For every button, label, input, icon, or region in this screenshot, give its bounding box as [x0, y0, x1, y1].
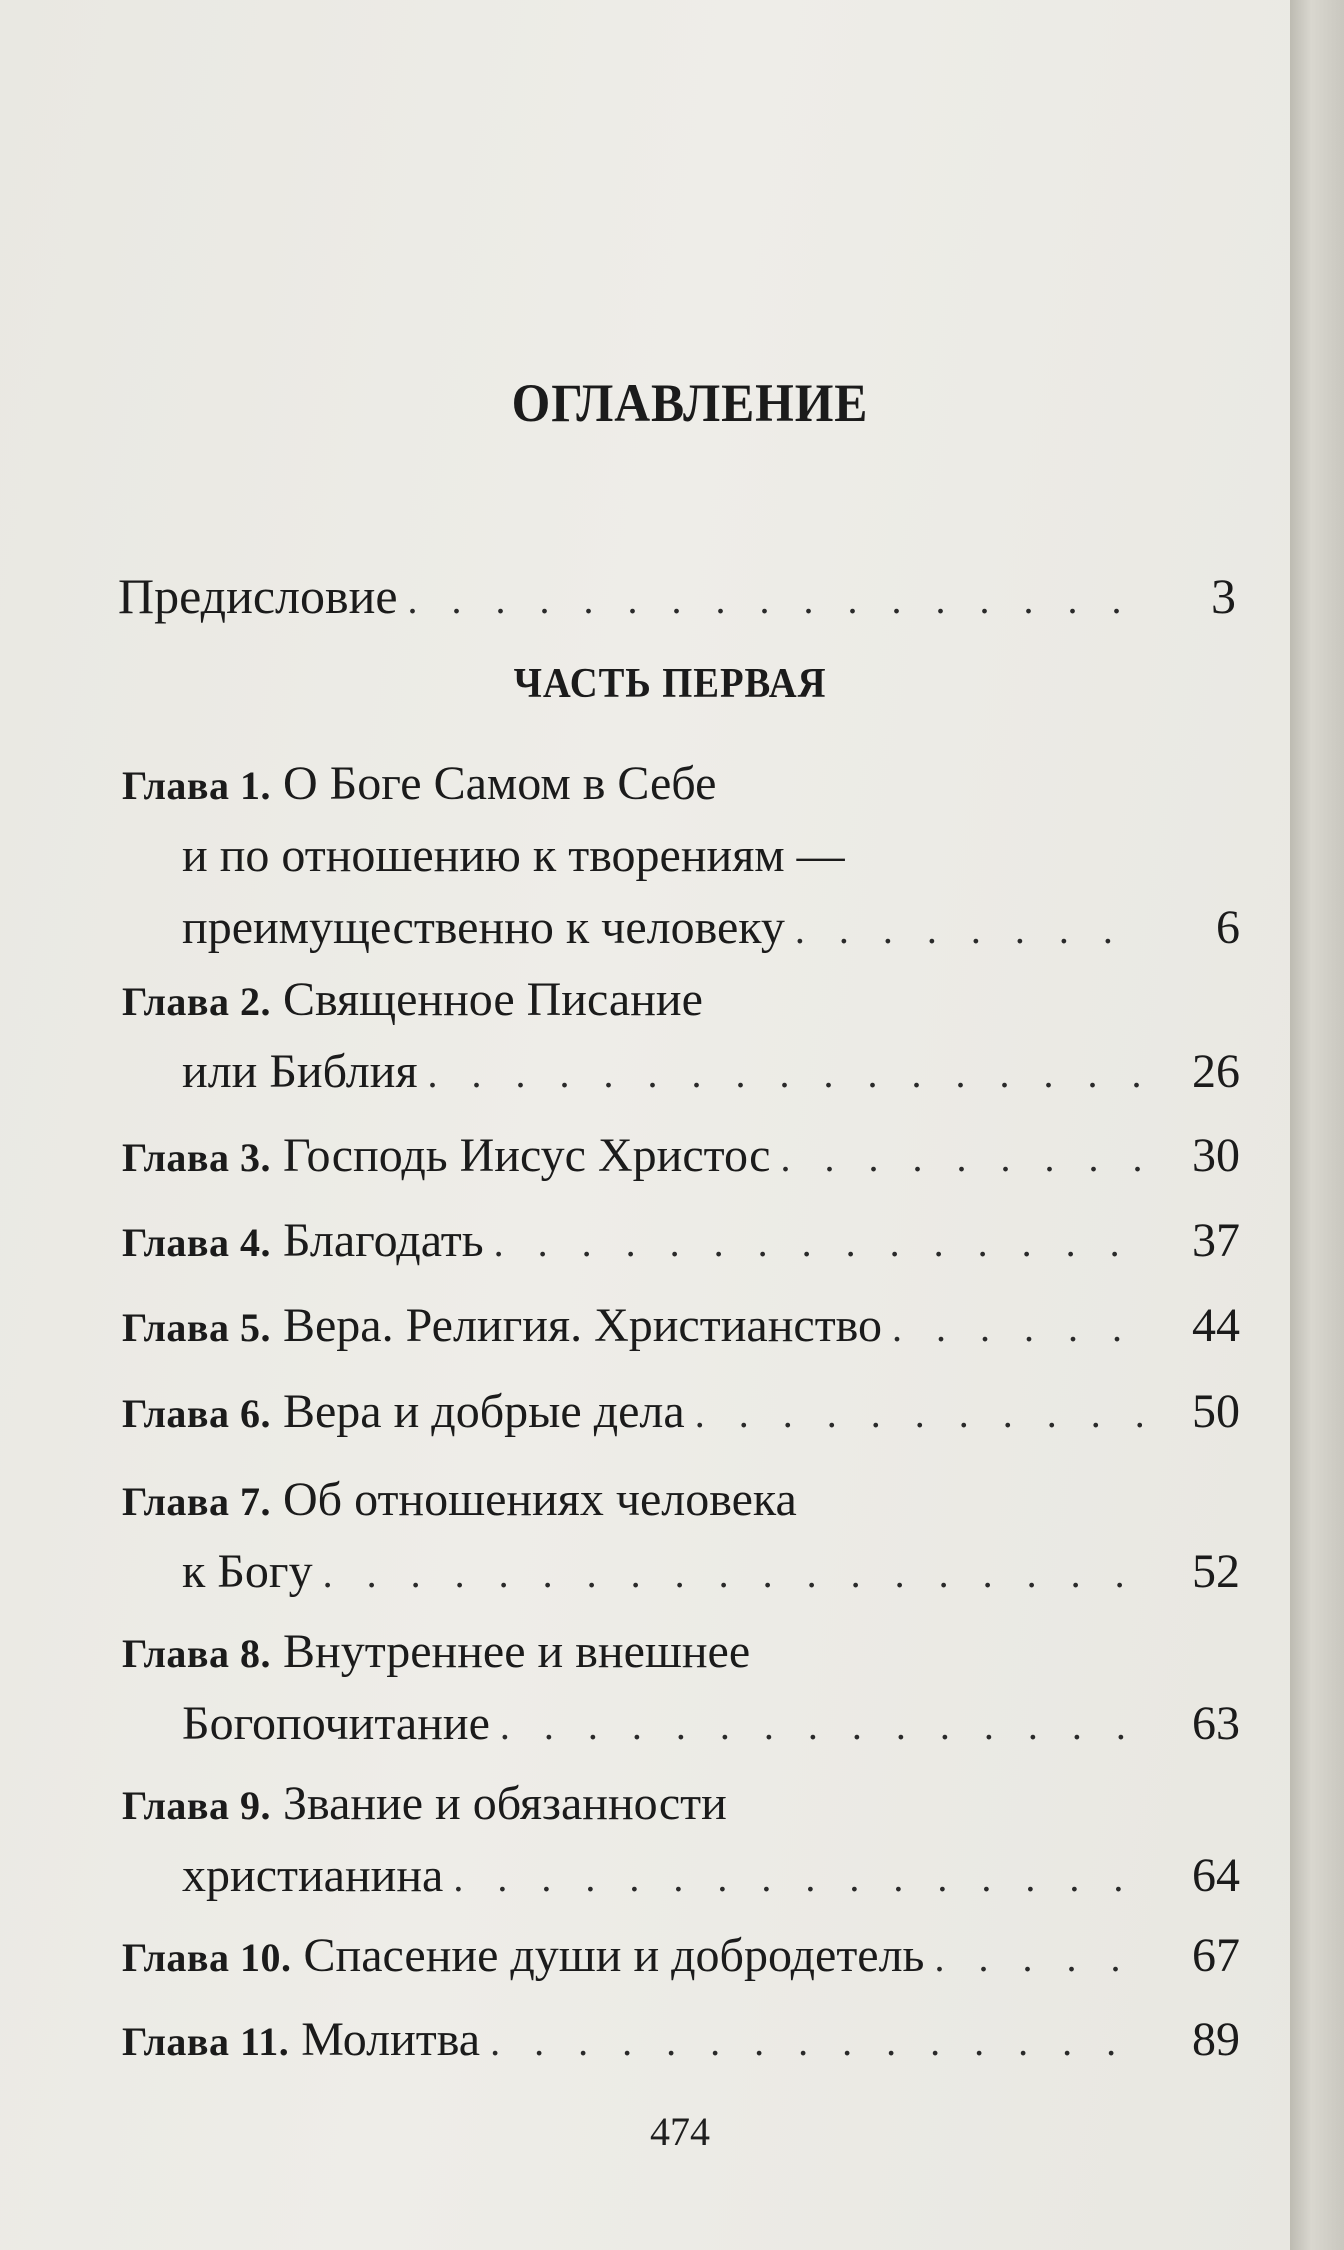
chapter-label: Глава 7. [122, 1479, 271, 1524]
leader-dots [934, 1922, 1142, 1994]
chapter-title-line: преимущественно к человеку [182, 901, 785, 954]
toc-entry-chapter-8 [122, 1616, 1240, 1760]
toc-entry-chapter-5 [122, 1290, 1240, 1362]
leader-dots [780, 1122, 1142, 1194]
chapter-title-line: или Библия [182, 1045, 418, 1098]
chapter-title-line: Спасение души и добродетель [303, 1929, 925, 1982]
chapter-title-line: Об отношениях человека [282, 1473, 797, 1526]
toc-page-number: 44 [1192, 1299, 1240, 1352]
chapter-title-line: христианина [182, 1849, 444, 1902]
chapter-title-line: О Боге Самом в Себе [282, 757, 717, 810]
page-edge [1290, 0, 1344, 2250]
page-title: ОГЛАВЛЕНИЕ [511, 373, 869, 433]
chapter-title-line: Звание и обязанности [282, 1777, 727, 1830]
chapter-label: Глава 9. [122, 1783, 271, 1828]
chapter-title-line: и по отношению к творениям — [182, 829, 845, 882]
toc-page-number: 64 [1192, 1849, 1240, 1902]
toc-entry-chapter-9 [122, 1768, 1240, 1912]
chapter-title-line: Вера и добрые дела [282, 1385, 685, 1438]
toc-entry-chapter-3 [122, 1120, 1240, 1192]
toc-entry-chapter-10 [122, 1920, 1240, 1992]
leader-dots [494, 1207, 1142, 1279]
toc-entry-chapter-6 [122, 1376, 1240, 1448]
chapter-title-line: Богопочитание [182, 1697, 490, 1750]
toc-page-number: 26 [1192, 1045, 1240, 1098]
chapter-label: Глава 2. [122, 979, 271, 1024]
toc-page-number: 89 [1192, 2013, 1240, 2066]
leader-dots [500, 1690, 1142, 1762]
chapter-title-line: Благодать [282, 1214, 484, 1267]
chapter-label: Глава 3. [122, 1135, 271, 1180]
chapter-label: Глава 11. [122, 2019, 290, 2064]
leader-dots [408, 564, 1138, 636]
leader-dots [892, 1292, 1142, 1364]
chapter-title-line: Внутреннее и внешнее [282, 1625, 751, 1678]
chapter-label: Глава 4. [122, 1220, 271, 1265]
chapter-label: Глава 8. [122, 1631, 271, 1676]
chapter-title-line: Господь Иисус Христос [282, 1129, 771, 1182]
toc-page-number: 63 [1192, 1697, 1240, 1750]
chapter-title-line: к Богу [182, 1545, 313, 1598]
section-heading: ЧАСТЬ ПЕРВАЯ [513, 661, 827, 707]
toc-page-number: 52 [1192, 1545, 1240, 1598]
leader-dots [323, 1538, 1142, 1610]
leader-dots [490, 2006, 1142, 2078]
toc-entry-chapter-7 [122, 1464, 1240, 1608]
toc-page-number: 30 [1192, 1129, 1240, 1182]
toc-entry-chapter-11 [122, 2004, 1240, 2076]
leader-dots [795, 894, 1142, 966]
toc-entry-chapter-1 [122, 748, 1240, 964]
toc-entry-preface [118, 560, 1236, 632]
toc-entry-chapter-2 [122, 964, 1240, 1108]
toc-page-number: 67 [1192, 1929, 1240, 1982]
chapter-title-line: Вера. Религия. Христианство [282, 1299, 882, 1352]
toc-entry-chapter-4 [122, 1205, 1240, 1277]
toc-page-number: 6 [1216, 901, 1240, 954]
leader-dots [695, 1378, 1142, 1450]
chapter-title-line: Священное Писание [282, 973, 703, 1026]
chapter-label: Глава 5. [122, 1305, 271, 1350]
page-number: 474 [650, 2109, 710, 2154]
chapter-label: Глава 1. [122, 763, 271, 808]
toc-page-number: 37 [1192, 1214, 1240, 1267]
toc-page-number: 3 [1211, 568, 1236, 624]
chapter-title-line: Молитва [301, 2013, 481, 2066]
toc-entry-label: Предисловие [118, 568, 398, 624]
chapter-label: Глава 10. [122, 1935, 292, 1980]
toc-page-number: 50 [1192, 1385, 1240, 1438]
chapter-label: Глава 6. [122, 1391, 271, 1436]
leader-dots [453, 1842, 1142, 1914]
leader-dots [428, 1038, 1142, 1110]
